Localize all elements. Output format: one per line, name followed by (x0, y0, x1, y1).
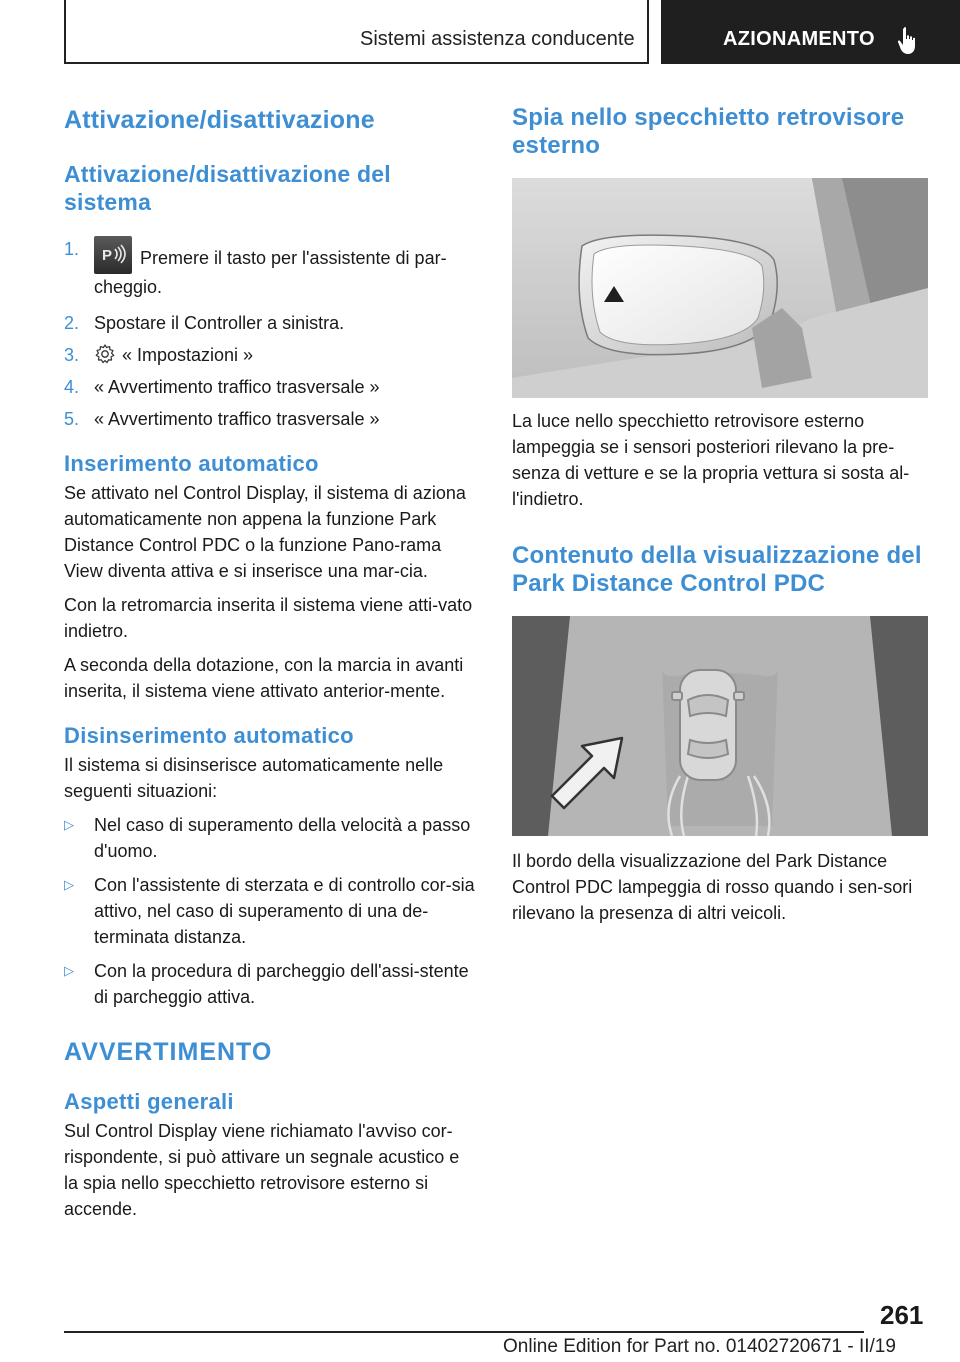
step-text: « Impostazioni » (122, 345, 254, 365)
step-text: « Avvertimento traffico trasversale » (94, 377, 380, 397)
footer-edition: Online Edition for Part no. 01402720671 - II/19 (503, 1336, 896, 1357)
svg-text:P: P (102, 247, 113, 264)
header-chapter-tab (661, 0, 960, 64)
pdc-heading: Contenuto della visualizzazione del Park Distance Control PDC (512, 542, 922, 597)
step-item (64, 374, 476, 400)
bullet-marker: ▷ (64, 817, 74, 832)
footer-rule (64, 1331, 864, 1333)
warning-heading: AVVERTIMENTO (64, 1038, 273, 1066)
subsection-title: Attivazione/disattivazione del sistema (64, 161, 391, 215)
step-text: Spostare il Controller a sinistra. (94, 313, 345, 333)
mirror-illustration (512, 178, 928, 398)
settings-gear-icon (94, 343, 116, 365)
mirror-text: La luce nello specchietto retrovisore esterno lampeggia se i sensori posteriori rilevano la pre‐senza di vetture e se la propria vettura si sosta al‐l'indietro. (512, 411, 910, 509)
bullet-marker: ▷ (64, 877, 74, 892)
warning-text: Sul Control Display viene richiamato l'avviso cor‐rispondente, si può attivare un segnale acustico e la spia nello specchietto retrovisore esterno si accende. (64, 1121, 460, 1219)
right-column (512, 100, 928, 926)
bullet-marker: ▷ (64, 963, 74, 978)
auto-on-paragraph: Se attivato nel Control Display, il sistema di aziona automaticamente non appena la funzione Park Distance Control PDC o la funzione Pano‐rama View diventa attiva e si inserisce una mar‐cia. (64, 483, 466, 581)
step-text: Premere il tasto per l'assistente di par‐cheggio. (94, 248, 447, 297)
header-section-title: Sistemi assistenza conducente (360, 28, 635, 50)
auto-on-paragraph: A seconda della dotazione, con la marcia in avanti inserita, il sistema viene attivato anterior‐mente. (64, 655, 464, 701)
step-item (64, 310, 476, 336)
auto-on-paragraph: Con la retromarcia inserita il sistema viene atti‐vato indietro. (64, 595, 473, 641)
header-chapter-label: AZIONAMENTO (723, 28, 875, 50)
hand-pointer-icon (897, 26, 921, 56)
list-item-text: Con l'assistente di sterzata e di controllo cor‐sia attivo, nel caso di superamento di una de‐terminata distanza. (94, 875, 475, 947)
auto-on-heading: Inserimento automatico (64, 451, 319, 476)
section-title: Attivazione/disattivazione (64, 106, 375, 134)
left-column (64, 100, 476, 1222)
step-number: 2. (64, 313, 80, 333)
activation-steps (64, 236, 476, 432)
step-item (64, 342, 476, 368)
mirror-heading: Spia nello specchietto retrovisore esterno (512, 104, 905, 159)
step-number: 5. (64, 409, 80, 429)
step-text: « Avvertimento traffico trasversale » (94, 409, 380, 429)
step-number: 4. (64, 377, 80, 397)
list-item (64, 958, 476, 1010)
step-number: 3. (64, 345, 80, 365)
step-number: 1. (64, 239, 80, 259)
auto-off-intro: Il sistema si disinserisce automaticamente nelle seguenti situazioni: (64, 755, 444, 801)
step-item (64, 406, 476, 432)
warning-subheading: Aspetti generali (64, 1089, 234, 1114)
auto-off-list (64, 812, 476, 1010)
parking-assistant-button-icon (94, 236, 132, 274)
page-number: 261 (880, 1300, 924, 1330)
pdc-text: Il bordo della visualizzazione del Park Distance Control PDC lampeggia di rosso quando i sen‐sori rilevano la presenza di altri veicoli. (512, 851, 913, 923)
list-item (64, 872, 476, 950)
auto-off-heading: Disinserimento automatico (64, 723, 354, 748)
step-item (64, 236, 476, 300)
list-item-text: Con la procedura di parcheggio dell'assi‐stente di parcheggio attiva. (94, 961, 469, 1007)
list-item-text: Nel caso di superamento della velocità a passo d'uomo. (94, 815, 471, 861)
list-item (64, 812, 476, 864)
pdc-display-illustration (512, 616, 928, 836)
